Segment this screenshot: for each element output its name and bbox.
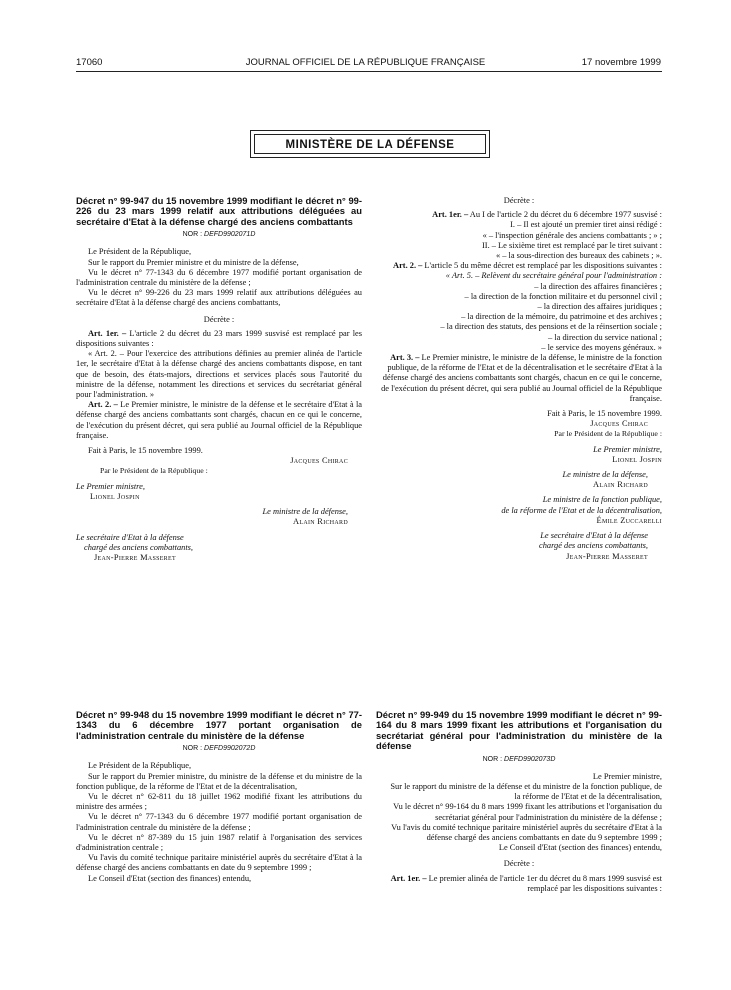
article-1-ii-quote: « – la sous-direction des bureaux des cabinets ; ». [495,251,662,261]
article-1-ii: II. – Le sixième tiret est remplacé par le tiret suivant : [482,240,662,250]
par-le-president: Par le Président de la République : [100,466,208,476]
article-1: Art. 1er. – Au I de l'article 2 du décret du 6 décembre 1977 susvisé : [432,210,662,220]
article-1: Art. 1er. – L'article 2 du décret du 23 mars 1999 susvisé est remplacé par les dispositions suivantes : [76,328,363,349]
secretary-role: Le secrétaire d'Etat à la défense [76,532,184,542]
preamble-conseil: Le Conseil d'Etat (section des finances) entendu, [88,873,252,883]
pm-name: Lionel Jospin [612,454,662,464]
list-item: – la direction des affaires financières ; [534,281,662,291]
pm-role: Le Premier ministre, [593,444,662,454]
article-1-quote: « Art. 2. – Pour l'exercice des attributions définies au premier alinéa de l'article 1er, le secrétaire d'Etat à la défense chargé des anciens combattants dispose, en tant que de besoin, des états-majors, directions et services placés sous l'autorité du ministre de la défense, notamment les directions et services du secrétariat général pour l'administration. » [76,349,362,400]
defense-name: Alain Richard [293,517,348,527]
secretary-name: Jean-Pierre Masseret [566,551,648,561]
secretary-name: Jean-Pierre Masseret [94,552,176,562]
article-2: Art. 2. – Le Premier ministre, le ministre de la défense et le secrétaire d'Etat à la défense chargé des anciens combattants sont chargés, chacun en ce qui le concerne, de l'exécution du présent décret, qui sera publié au Journal officiel de la République française. [76,400,363,440]
nor-line: NOR : DEFD9902071D [182,231,256,239]
list-item: – la direction du service national ; [548,332,662,342]
secretary-role: Le secrétaire d'Etat à la défense [540,531,648,541]
header-rule [76,71,662,72]
article-1-i-quote: « – l'inspection générale des anciens combattants ; » ; [482,230,662,240]
preamble-vu: Vu le décret n° 99-226 du 23 mars 1999 relatif aux attributions déléguées au secrétaire d'Etat à la défense chargé des anciens combattants, [76,288,362,308]
preamble-vu: Vu le décret n° 77-1343 du 6 décembre 1977 modifié portant organisation de l'administration centrale du ministère de la défense ; [76,267,362,288]
list-item: – la direction des statuts, des pensions et de la réinsertion sociale ; [440,322,662,332]
pm-role: Le Premier ministre, [76,481,145,491]
list-item: – le service des moyens généraux. » [541,342,662,352]
header-date: 17 novembre 1999 [581,57,661,68]
preamble-rapport: Sur le rapport du ministre de la défense et du ministre de la fonction publique, de la réforme de l'Etat et de la décentralisation, [390,782,662,802]
article-1: Art. 1er. – Le premier alinéa de l'article 1er du décret du 8 mars 1999 susvisé est remplacé par les dispositions suivantes : [390,873,662,893]
preamble-conseil: Le Conseil d'Etat (section des finances) entendu, [498,843,662,853]
preamble-rapport: Sur le rapport du Premier ministre, du ministre de la défense et du ministre de la fonction publique, de la réforme de l'Etat et de la décentralisation, [76,771,362,791]
defense-name: Alain Richard [593,480,648,490]
nor-line: NOR : DEFD9902073D [482,755,556,763]
preamble-president: Le Président de la République, [88,247,192,257]
decree-title: Décret n° 99-949 du 15 novembre 1999 modifiant le décret n° 99-164 du 8 mars 1999 fixant les attributions et l'organisation du secrétariat général pour l'administration du ministère de la défense [376,709,662,752]
par-le-president: Par le Président de la République : [554,429,662,439]
preamble-president: Le Président de la République, [88,761,192,771]
decree-99-948 [76,710,362,884]
article-2: Art. 2. – L'article 5 du même décret est remplacé par les dispositions suivantes : [393,261,662,271]
decree-99-948-continued [376,196,662,562]
preamble-avis: Vu l'avis du comité technique paritaire ministériel auprès du secrétaire d'Etat à la défense chargé des anciens combattants en date du 9 septembre 1999 ; [391,822,662,843]
journal-title: JOURNAL OFFICIEL DE LA RÉPUBLIQUE FRANÇAISE [245,57,486,68]
decree-title: Décret n° 99-948 du 15 novembre 1999 modifiant le décret n° 77-1343 du 6 décembre 1977 portant organisation de l'administration centrale du ministère de la défense [76,709,362,741]
decree-99-947 [76,196,362,563]
decrete-heading: Décrète : [503,859,535,869]
ministry-title: MINISTÈRE DE LA DÉFENSE [254,134,486,154]
fonction-publique-role: Le ministre de la fonction publique, [542,495,662,505]
preamble-vu: Vu le décret n° 62-811 du 18 juillet 1962 modifié fixant les attributions du ministre des armées ; [76,792,362,812]
fait-a-paris: Fait à Paris, le 15 novembre 1999. [547,409,662,419]
list-item: – la direction de la mémoire, du patrimoine et des archives ; [461,312,662,322]
fait-a-paris: Fait à Paris, le 15 novembre 1999. [88,446,203,456]
fonction-publique-name: Émile Zuccarelli [596,515,662,525]
preamble-pm: Le Premier ministre, [592,771,662,781]
decrete-heading: Décrète : [203,314,235,324]
fonction-publique-role: de la réforme de l'Etat et de la décentralisation, [501,505,662,515]
secretary-role: chargé des anciens combattants, [538,541,648,551]
decrete-heading: Décrète : [503,196,535,205]
preamble-vu: Vu le décret n° 87-389 du 15 juin 1987 relatif à l'organisation des services d'administration centrale ; [76,832,362,853]
preamble-avis: Vu l'avis du comité technique paritaire ministériel auprès du secrétaire d'Etat à la défense chargé des anciens combattants en date du 9 septembre 1999 ; [76,853,362,873]
article-2-quote: « Art. 5. – Relèvent du secrétaire général pour l'administration : [445,271,662,281]
defense-role: Le ministre de la défense, [262,507,348,517]
page-number: 17060 [76,57,103,68]
preamble-vu: Vu le décret n° 77-1343 du 6 décembre 1977 modifié portant organisation de l'administration centrale du ministère de la défense ; [76,812,362,832]
article-1-i: I. – Il est ajouté un premier tiret ainsi rédigé : [510,220,662,230]
secretary-role: chargé des anciens combattants, [84,542,194,552]
article-3: Art. 3. – Le Premier ministre, le ministre de la défense, le ministre de la fonction publique, de la réforme de l'Etat et de la décentralisation et le secrétaire d'Etat à la défense chargé des anciens combattants sont chargés, chacun en ce qui le concerne, de l'exécution du présent décret, qui sera publié au Journal officiel de la République française. [381,353,662,403]
preamble-rapport: Sur le rapport du Premier ministre et du ministre de la défense, [88,257,299,267]
nor-line: NOR : DEFD9902072D [182,745,256,753]
decree-title: Décret n° 99-947 du 15 novembre 1999 modifiant le décret n° 99-226 du 23 mars 1999 relatif aux attributions déléguées au secrétaire d'Etat à la défense chargé des anciens combattants [76,195,362,227]
list-item: – la direction des affaires juridiques ; [537,302,662,312]
preamble-vu: Vu le décret n° 99-164 du 8 mars 1999 fixant les attributions et l'organisation du secrétariat général pour l'administration du ministère de la défense ; [393,802,662,822]
defense-role: Le ministre de la défense, [562,470,648,480]
signature-president: Jacques Chirac [290,456,348,466]
ministry-box [250,130,490,158]
decree-99-949 [376,710,662,894]
signature-president: Jacques Chirac [590,419,648,429]
list-item: – la direction de la fonction militaire et du personnel civil ; [464,291,662,301]
pm-name: Lionel Jospin [90,491,140,501]
